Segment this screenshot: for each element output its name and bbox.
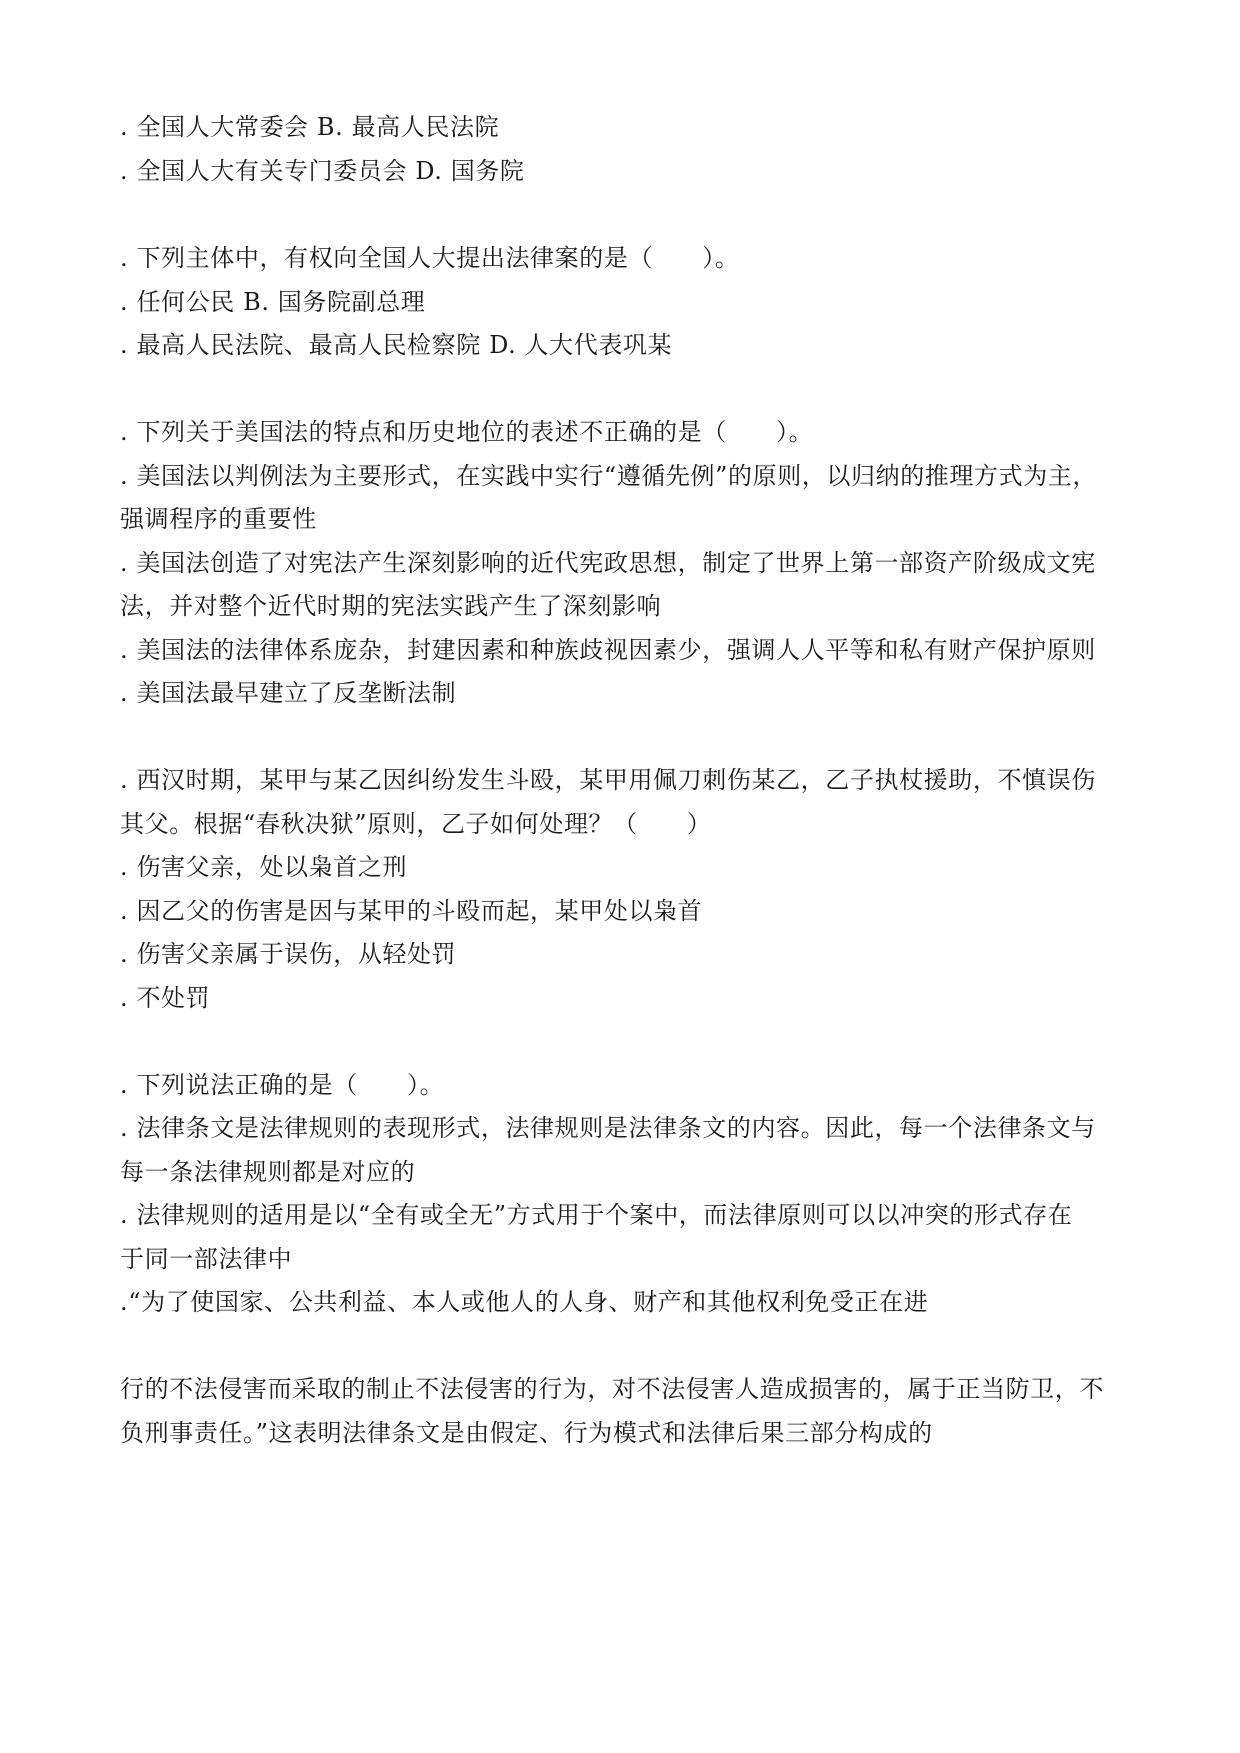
question-line: . 下列关于美国法的特点和历史地位的表述不正确的是（ ）。 — [120, 418, 814, 446]
option-line: . 伤害父亲属于误伤，从轻处罚 — [120, 940, 457, 968]
option-line: . 美国法创造了对宪法产生深刻影响的近代宪政思想，制定了世界上第一部资产阶级成文宪 — [120, 549, 1096, 577]
option-line: . 美国法的法律体系庞杂，封建因素和种族歧视因素少，强调人人平等和私有财产保护原则 — [120, 636, 1096, 664]
option-line: . 最高人民法院、最高人民检察院 D. 人大代表巩某 — [120, 331, 673, 359]
option-line: . 美国法最早建立了反垄断法制 — [120, 679, 457, 707]
option-line: . 全国人大常委会 B. 最高人民法院 — [120, 113, 500, 141]
option-line: . 全国人大有关专门委员会 D. 国务院 — [120, 157, 525, 185]
question-line: . 下列主体中，有权向全国人大提出法律案的是（ ）。 — [120, 244, 740, 272]
option-line: . 伤害父亲，处以枭首之刑 — [120, 853, 408, 881]
option-continuation-line: 每一条法律规则都是对应的 — [120, 1158, 416, 1186]
option-continuation-line: 强调程序的重要性 — [120, 505, 317, 533]
option-line: .“为了使国家、公共利益、本人或他人的人身、财产和其他权利免受正在进 — [120, 1288, 929, 1316]
option-line: . 任何公民 B. 国务院副总理 — [120, 288, 426, 316]
question-line: . 下列说法正确的是（ ）。 — [120, 1071, 445, 1099]
option-line: . 不处罚 — [120, 984, 211, 1012]
option-line: . 美国法以判例法为主要形式，在实践中实行“遵循先例”的原则，以归纳的推理方式为主， — [120, 462, 1097, 490]
option-line: . 因乙父的伤害是因与某甲的斗殴而起，某甲处以枭首 — [120, 897, 703, 925]
question-line: . 西汉时期，某甲与某乙因纠纷发生斗殴，某甲用佩刀刺伤某乙，乙子执杖援助，不慎误伤 — [120, 766, 1096, 794]
question-continuation-line: 其父。根据“春秋决狱”原则，乙子如何处理？（ ） — [120, 810, 712, 838]
option-continuation-line: 负刑事责任。”这表明法律条文是由假定、行为模式和法律后果三部分构成的 — [120, 1419, 933, 1447]
option-line: . 法律条文是法律规则的表现形式，法律规则是法律条文的内容。因此，每一个法律条文与 — [120, 1114, 1096, 1142]
option-continuation-line: 于同一部法律中 — [120, 1245, 293, 1273]
option-continuation-line: 行的不法侵害而采取的制止不法侵害的行为，对不法侵害人造成损害的，属于正当防卫，不 — [120, 1375, 1104, 1403]
option-line: . 法律规则的适用是以“全有或全无”方式用于个案中，而法律原则可以以冲突的形式存在 — [120, 1201, 1073, 1229]
option-continuation-line: 法，并对整个近代时期的宪法实践产生了深刻影响 — [120, 592, 662, 620]
